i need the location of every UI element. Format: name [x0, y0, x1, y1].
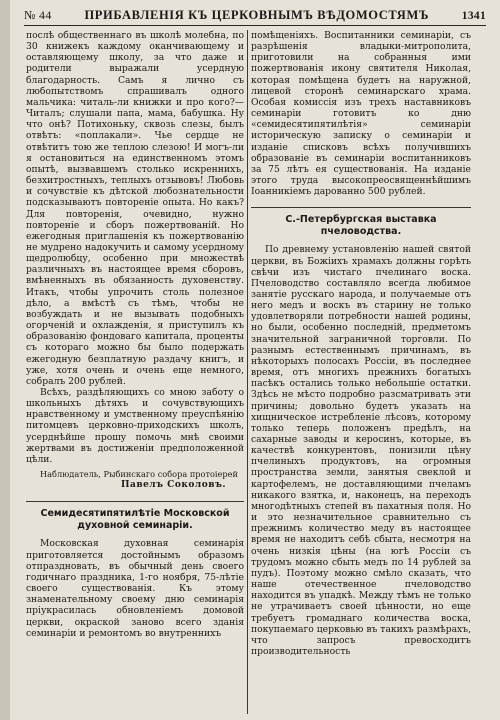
page-edge-shadow — [0, 0, 10, 720]
paragraph: Московская духовная семинарія приготовляется достойнымъ образомъ отпраздновать, въ обычный день своего годичнаго праздника, 1-го ноября, 75-лѣтіе своего существованія. Къ этому знаменательному своему дню семинарія пріукрасилась обновленіемъ домовой церкви, окраской заново всего зданія семинаріи и ремонтомъ во внутреннихъ — [26, 538, 244, 639]
paragraph: Всѣхъ, раздѣляющихъ со мною заботу о школьныхъ дѣтяхъ и сочувствующихъ нравственному и умственному преуспѣянію питомцевъ церковно-приходскихъ школъ, усерднѣйше прошу помочь мнѣ своими жертвами въ достиженіи предположенной цѣли. — [26, 387, 244, 465]
header-rule — [24, 25, 486, 26]
section-rule — [251, 207, 471, 208]
page-number: 1341 — [461, 10, 486, 22]
column-divider — [247, 30, 248, 714]
left-column — [26, 30, 244, 639]
running-header — [24, 8, 486, 24]
section-rule — [26, 501, 244, 502]
paragraph: послѣ общественнаго въ школѣ молебна, по 30 книжекъ каждому оканчивающему и оставляющему школу, за что даже и родители выражали усердную благодарность. Самъ я лично съ любопытствомъ спрашивалъ одного мальчика: читаль-ли книжки и про кого?—Читалъ; слушали папа, мама, бабушка. Ну что онѣ? Потихоньку, сквозь слезы, былъ отвѣтъ: «поплакали». Чье сердце не отвѣтитъ тою же теплою слезою! И могъ-ли я остановиться на единственномъ этомъ опытѣ, вызвавшемъ столько искреннихъ, безхитростныхъ, теплыхъ отзывовъ! Любовь и сочувствіе къ дѣтской любознательности подсказываютъ повтореніе опыта. Но какъ? Для повторенія, очевидно, нужно повтореніе и сборъ пожертвованій. Но ежегодныя приглашенія къ пожертвованію не мудрено надокучить и самому усердному щедролюбцу, особенно при множествѣ различныхъ въ настоящее время сборовъ, вмѣненныхъ въ обязанность духовенству. Итакъ, чтобы упрочить столь полезное дѣло, а вмѣстѣ съ тѣмъ, чтобы не возбуждать и не вызывать подобныхъ огорченій и охлажденія, я приступилъ къ образованію фондоваго капитала, проценты съ котораго можно бы было подержать ежегодную безплатную раздачу книгъ, и уже, хотя очень и очень еще немного, собралъ 200 рублей. — [26, 30, 244, 387]
signature-position: Наблюдатель, Рыбинскаго собора протоіерей — [40, 469, 238, 480]
issue-number: № 44 — [24, 8, 52, 22]
paragraph: помѣщеніяхъ. Воспитанники семинаріи, съ разрѣшенія владыки-митрополита, приготовили на собранныя ими пожертвованія икону святителя Николая, которая помѣщена будетъ на наружной, лицевой сторонѣ семинарскаго храма. Особая комиссія изъ трехъ наставниковъ семинаріи готовитъ ко дню «семидесятипятилѣтія» семинаріи историческую записку о семинаріи и изданіе списковъ всѣхъ получившихъ образованіе въ семинаріи воспитанниковъ за 75 лѣтъ ея существованія. На изданіе этого труда высокопреосвященнѣйшимъ Іоанникіемъ дарованно 500 рублей. — [251, 30, 471, 198]
section-title: Семидесятипятилѣтіе Московской духовной семинаріи. — [40, 508, 230, 532]
right-column — [251, 30, 471, 657]
journal-title: ПРИБАВЛЕНІЯ КЪ ЦЕРКОВНЫМЪ ВѢДОМОСТЯМЪ — [84, 8, 430, 22]
signature-name: Павелъ Соколовъ. — [120, 480, 226, 491]
section-title: С.-Петербургская выставка пчеловодства. — [285, 214, 437, 238]
paragraph: По древнему установленію нашей святой церкви, въ Божіихъ храмахъ должны горѣть свѣчи изъ чистаго пчелинаго воска. Пчеловодство составляло всегда любимое занятіе русскаго народа, и получаемые отъ него медъ и воскъ въ старину не только удовлетворяли потребности нашей родины, но были, особенно последній, предметомъ значительной заграничной торговли. По разнымъ естественнымъ причинамъ, въ нѣкоторыхъ полосахъ Россіи, въ последнее время, отъ многихъ прежнихъ богатыхъ пасѣкъ остались только небольшіе остатки. Здѣсь не мѣсто подробно разсматривать эти причины; довольно будетъ указать на хищническое истребленіе лѣсовъ, которому только теперь положенъ предѣлъ, на сахарные заводы и керосинъ, которые, въ качествѣ конкурентовъ, понизили цѣну пчелиныхъ продуктовъ, на огромныя пространства земли, занятыя свеклой и картофелемъ, не доставляющими пчеламъ никакого взятка, и, наконецъ, на переходъ многодѣтныхъ степей въ пахатныя поля. Но и это незначительное сравнительно съ прежнимъ количество меду въ настоящее время не находитъ себѣ сбыта, несмотря на очень низкія цѣны (на югѣ Россіи съ трудомъ можно сбыть медъ по 14 рублей за пудъ). Поэтому можно смѣло сказать, что наше отечественное пчеловодство находится въ упадкѣ. Между тѣмъ не только не утрачиваетъ своей цѣнности, но еще требуетъ громаднаго количества воска, покупаемаго церковью въ такихъ размѣрахъ, что запросъ превосходитъ производительность — [251, 244, 471, 657]
